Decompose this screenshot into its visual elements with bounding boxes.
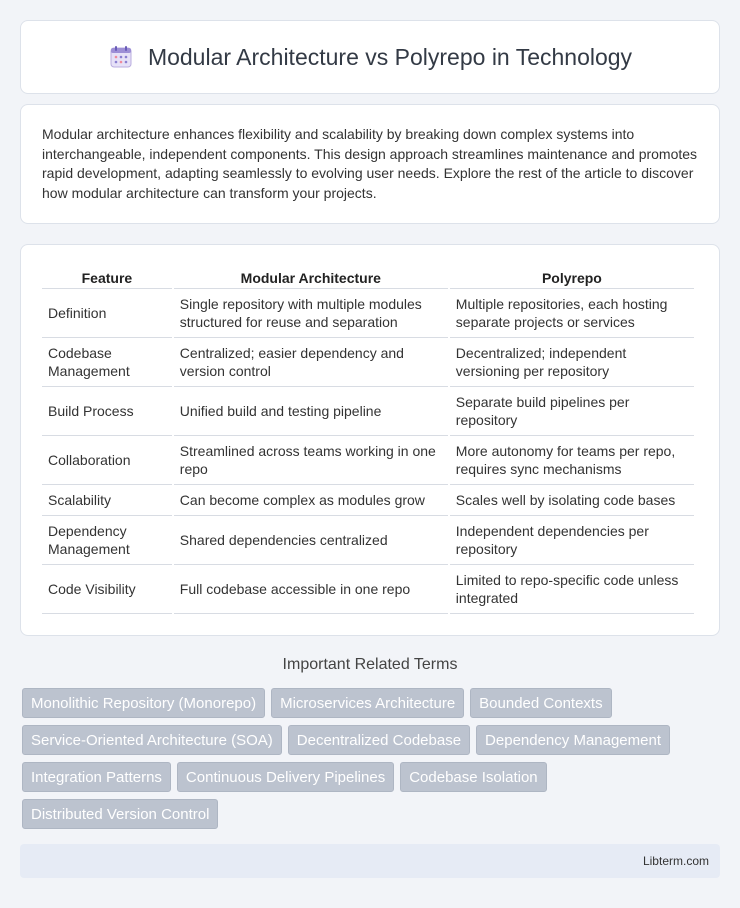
row-feature: Build Process	[42, 387, 172, 436]
row-polyrepo: Independent dependencies per repository	[450, 516, 694, 565]
row-modular: Single repository with multiple modules structured for reuse and separation	[174, 289, 448, 338]
row-polyrepo: Limited to repo-specific code unless integrated	[450, 565, 694, 614]
related-terms-tags	[22, 688, 722, 829]
row-modular: Streamlined across teams working in one repo	[174, 436, 448, 485]
comparison-table-card	[20, 244, 720, 636]
related-term-tag[interactable]: Microservices Architecture	[271, 688, 464, 718]
row-feature: Scalability	[42, 485, 172, 516]
row-polyrepo: Decentralized; independent versioning per repository	[450, 338, 694, 387]
table-row	[42, 436, 694, 485]
row-modular: Full codebase accessible in one repo	[174, 565, 448, 614]
related-term-tag[interactable]: Distributed Version Control	[22, 799, 218, 829]
table-row	[42, 338, 694, 387]
row-feature: Codebase Management	[42, 338, 172, 387]
related-term-tag[interactable]: Integration Patterns	[22, 762, 171, 792]
calendar-grid-icon	[108, 44, 134, 70]
row-polyrepo: Multiple repositories, each hosting separate projects or services	[450, 289, 694, 338]
table-row	[42, 565, 694, 614]
related-term-tag[interactable]: Service-Oriented Architecture (SOA)	[22, 725, 282, 755]
table-row	[42, 289, 694, 338]
row-modular: Shared dependencies centralized	[174, 516, 448, 565]
table-row	[42, 485, 694, 516]
related-term-tag[interactable]: Dependency Management	[476, 725, 670, 755]
related-term-tag[interactable]: Decentralized Codebase	[288, 725, 470, 755]
row-polyrepo: Scales well by isolating code bases	[450, 485, 694, 516]
related-term-tag[interactable]: Codebase Isolation	[400, 762, 546, 792]
header-modular: Modular Architecture	[174, 265, 448, 289]
row-modular: Unified build and testing pipeline	[174, 387, 448, 436]
intro-card	[20, 104, 720, 224]
header-polyrepo: Polyrepo	[450, 265, 694, 289]
row-feature: Collaboration	[42, 436, 172, 485]
row-feature: Definition	[42, 289, 172, 338]
row-polyrepo: Separate build pipelines per repository	[450, 387, 694, 436]
footer	[20, 844, 720, 878]
related-term-tag[interactable]: Continuous Delivery Pipelines	[177, 762, 394, 792]
table-header-row	[42, 265, 694, 289]
row-polyrepo: More autonomy for teams per repo, requires sync mechanisms	[450, 436, 694, 485]
intro-text: Modular architecture enhances flexibility and scalability by breaking down complex systems into interchangeable, independent components. This design approach streamlines maintenance and promotes rapid development, adapting seamlessly to evolving user needs. Explore the rest of the article to discover how modular architecture can transform your projects.	[42, 126, 698, 201]
table-row	[42, 387, 694, 436]
row-feature: Code Visibility	[42, 565, 172, 614]
row-modular: Centralized; easier dependency and version control	[174, 338, 448, 387]
row-feature: Dependency Management	[42, 516, 172, 565]
related-terms-title: Important Related Terms	[282, 656, 458, 673]
table-row	[42, 516, 694, 565]
comparison-table	[40, 265, 696, 614]
row-modular: Can become complex as modules grow	[174, 485, 448, 516]
related-term-tag[interactable]: Monolithic Repository (Monorepo)	[22, 688, 265, 718]
header-feature: Feature	[42, 265, 172, 289]
related-term-tag[interactable]: Bounded Contexts	[470, 688, 611, 718]
page-title: Modular Architecture vs Polyrepo in Technology	[147, 43, 633, 70]
footer-site-link[interactable]: Libterm.com	[642, 854, 709, 868]
header-card	[20, 20, 720, 94]
